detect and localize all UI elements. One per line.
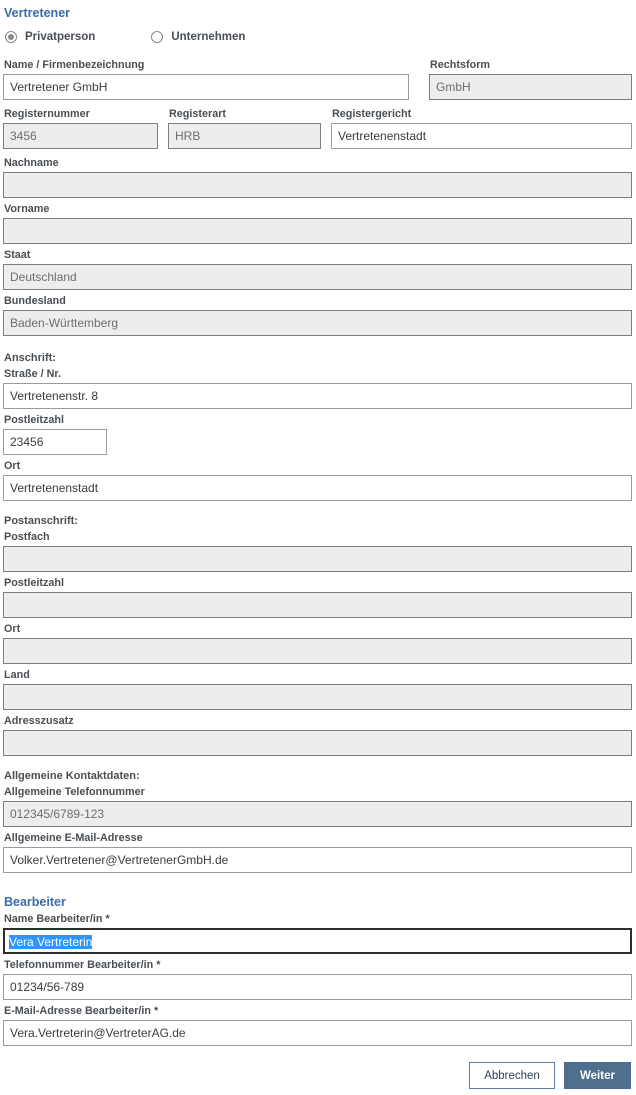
registernummer-input <box>3 123 158 149</box>
field-label: Telefonnummer Bearbeiter/in * <box>4 959 161 971</box>
radio-privatperson[interactable] <box>5 31 95 43</box>
field-anschrift-ort <box>3 460 632 501</box>
radio-privatperson-label: Privatperson <box>25 31 96 43</box>
post-ort-input <box>3 638 632 664</box>
field-label: Allgemeine E-Mail-Adresse <box>4 832 143 844</box>
field-post-plz <box>3 577 632 618</box>
name-firmenbezeichnung-input[interactable] <box>3 74 409 100</box>
cancel-button[interactable]: Abbrechen <box>469 1062 555 1089</box>
post-plz-input <box>3 592 632 618</box>
field-label: Postleitzahl <box>4 414 64 426</box>
field-label: Postfach <box>4 531 50 543</box>
strasse-input[interactable] <box>3 383 632 409</box>
registergericht-input[interactable] <box>331 123 632 149</box>
vorname-input <box>3 218 632 244</box>
rechtsform-input <box>429 74 632 100</box>
field-label: E-Mail-Adresse Bearbeiter/in * <box>4 1005 159 1017</box>
field-label: Land <box>4 669 30 681</box>
field-name-firmenbezeichnung <box>3 56 409 100</box>
bearbeiter-email-input[interactable] <box>3 1020 632 1046</box>
field-anschrift-plz <box>3 414 632 455</box>
allg-telefon-input <box>3 801 632 827</box>
next-button[interactable]: Weiter <box>564 1062 631 1089</box>
anschrift-ort-input[interactable] <box>3 475 632 501</box>
field-staat <box>3 249 632 290</box>
field-land <box>3 669 632 710</box>
selected-text: Vera Vertreterin <box>9 935 93 949</box>
field-post-ort <box>3 623 632 664</box>
allg-email-input[interactable] <box>3 847 632 873</box>
radio-unternehmen[interactable] <box>151 31 245 43</box>
bearbeiter-name-input[interactable] <box>3 928 632 954</box>
field-label: Ort <box>4 460 21 472</box>
radio-unselected-icon[interactable] <box>151 31 163 43</box>
postfach-input <box>3 546 632 572</box>
bearbeiter-telefon-input[interactable] <box>3 974 632 1000</box>
sub-heading-anschrift: Anschrift: <box>4 352 56 364</box>
adresszusatz-input <box>3 730 632 756</box>
radio-unternehmen-label: Unternehmen <box>171 31 246 43</box>
field-label: Registernummer <box>4 108 90 120</box>
field-rechtsform <box>429 56 632 100</box>
staat-input <box>3 264 632 290</box>
field-label: Name Bearbeiter/in * <box>4 913 110 925</box>
field-label: Rechtsform <box>430 59 490 71</box>
section-heading-bearbeiter: Bearbeiter <box>4 895 66 909</box>
field-label: Straße / Nr. <box>4 368 62 380</box>
section-heading-vertretener: Vertretener <box>4 6 71 20</box>
field-allg-email <box>3 832 632 873</box>
field-vorname <box>3 203 632 244</box>
field-nachname <box>3 157 632 198</box>
field-bearbeiter-telefon <box>3 959 632 1000</box>
field-label: Registergericht <box>332 108 412 120</box>
radio-selected-icon[interactable] <box>5 31 17 43</box>
field-label: Nachname <box>4 157 59 169</box>
registerart-input <box>168 123 321 149</box>
land-input <box>3 684 632 710</box>
field-label: Vorname <box>4 203 50 215</box>
field-label: Ort <box>4 623 21 635</box>
field-label: Postleitzahl <box>4 577 64 589</box>
field-strasse <box>3 368 632 409</box>
field-label: Adresszusatz <box>4 715 74 727</box>
field-registerart <box>168 105 321 149</box>
sub-heading-kontaktdaten: Allgemeine Kontaktdaten: <box>4 770 140 782</box>
field-label: Name / Firmenbezeichnung <box>4 59 145 71</box>
field-postfach <box>3 531 632 572</box>
form-actions <box>3 1062 632 1089</box>
field-allg-telefon <box>3 786 632 827</box>
anschrift-plz-input[interactable] <box>3 429 107 455</box>
field-bearbeiter-name <box>3 913 632 954</box>
field-bundesland <box>3 295 632 336</box>
nachname-input <box>3 172 632 198</box>
sub-heading-postanschrift: Postanschrift: <box>4 515 78 527</box>
bundesland-input <box>3 310 632 336</box>
field-label: Registerart <box>169 108 227 120</box>
field-registergericht <box>331 105 632 149</box>
field-registernummer <box>3 105 158 149</box>
person-type-radio-group <box>5 31 632 43</box>
field-label: Staat <box>4 249 31 261</box>
field-label: Bundesland <box>4 295 66 307</box>
field-adresszusatz <box>3 715 632 756</box>
field-bearbeiter-email <box>3 1005 632 1046</box>
field-label: Allgemeine Telefonnummer <box>4 786 145 798</box>
